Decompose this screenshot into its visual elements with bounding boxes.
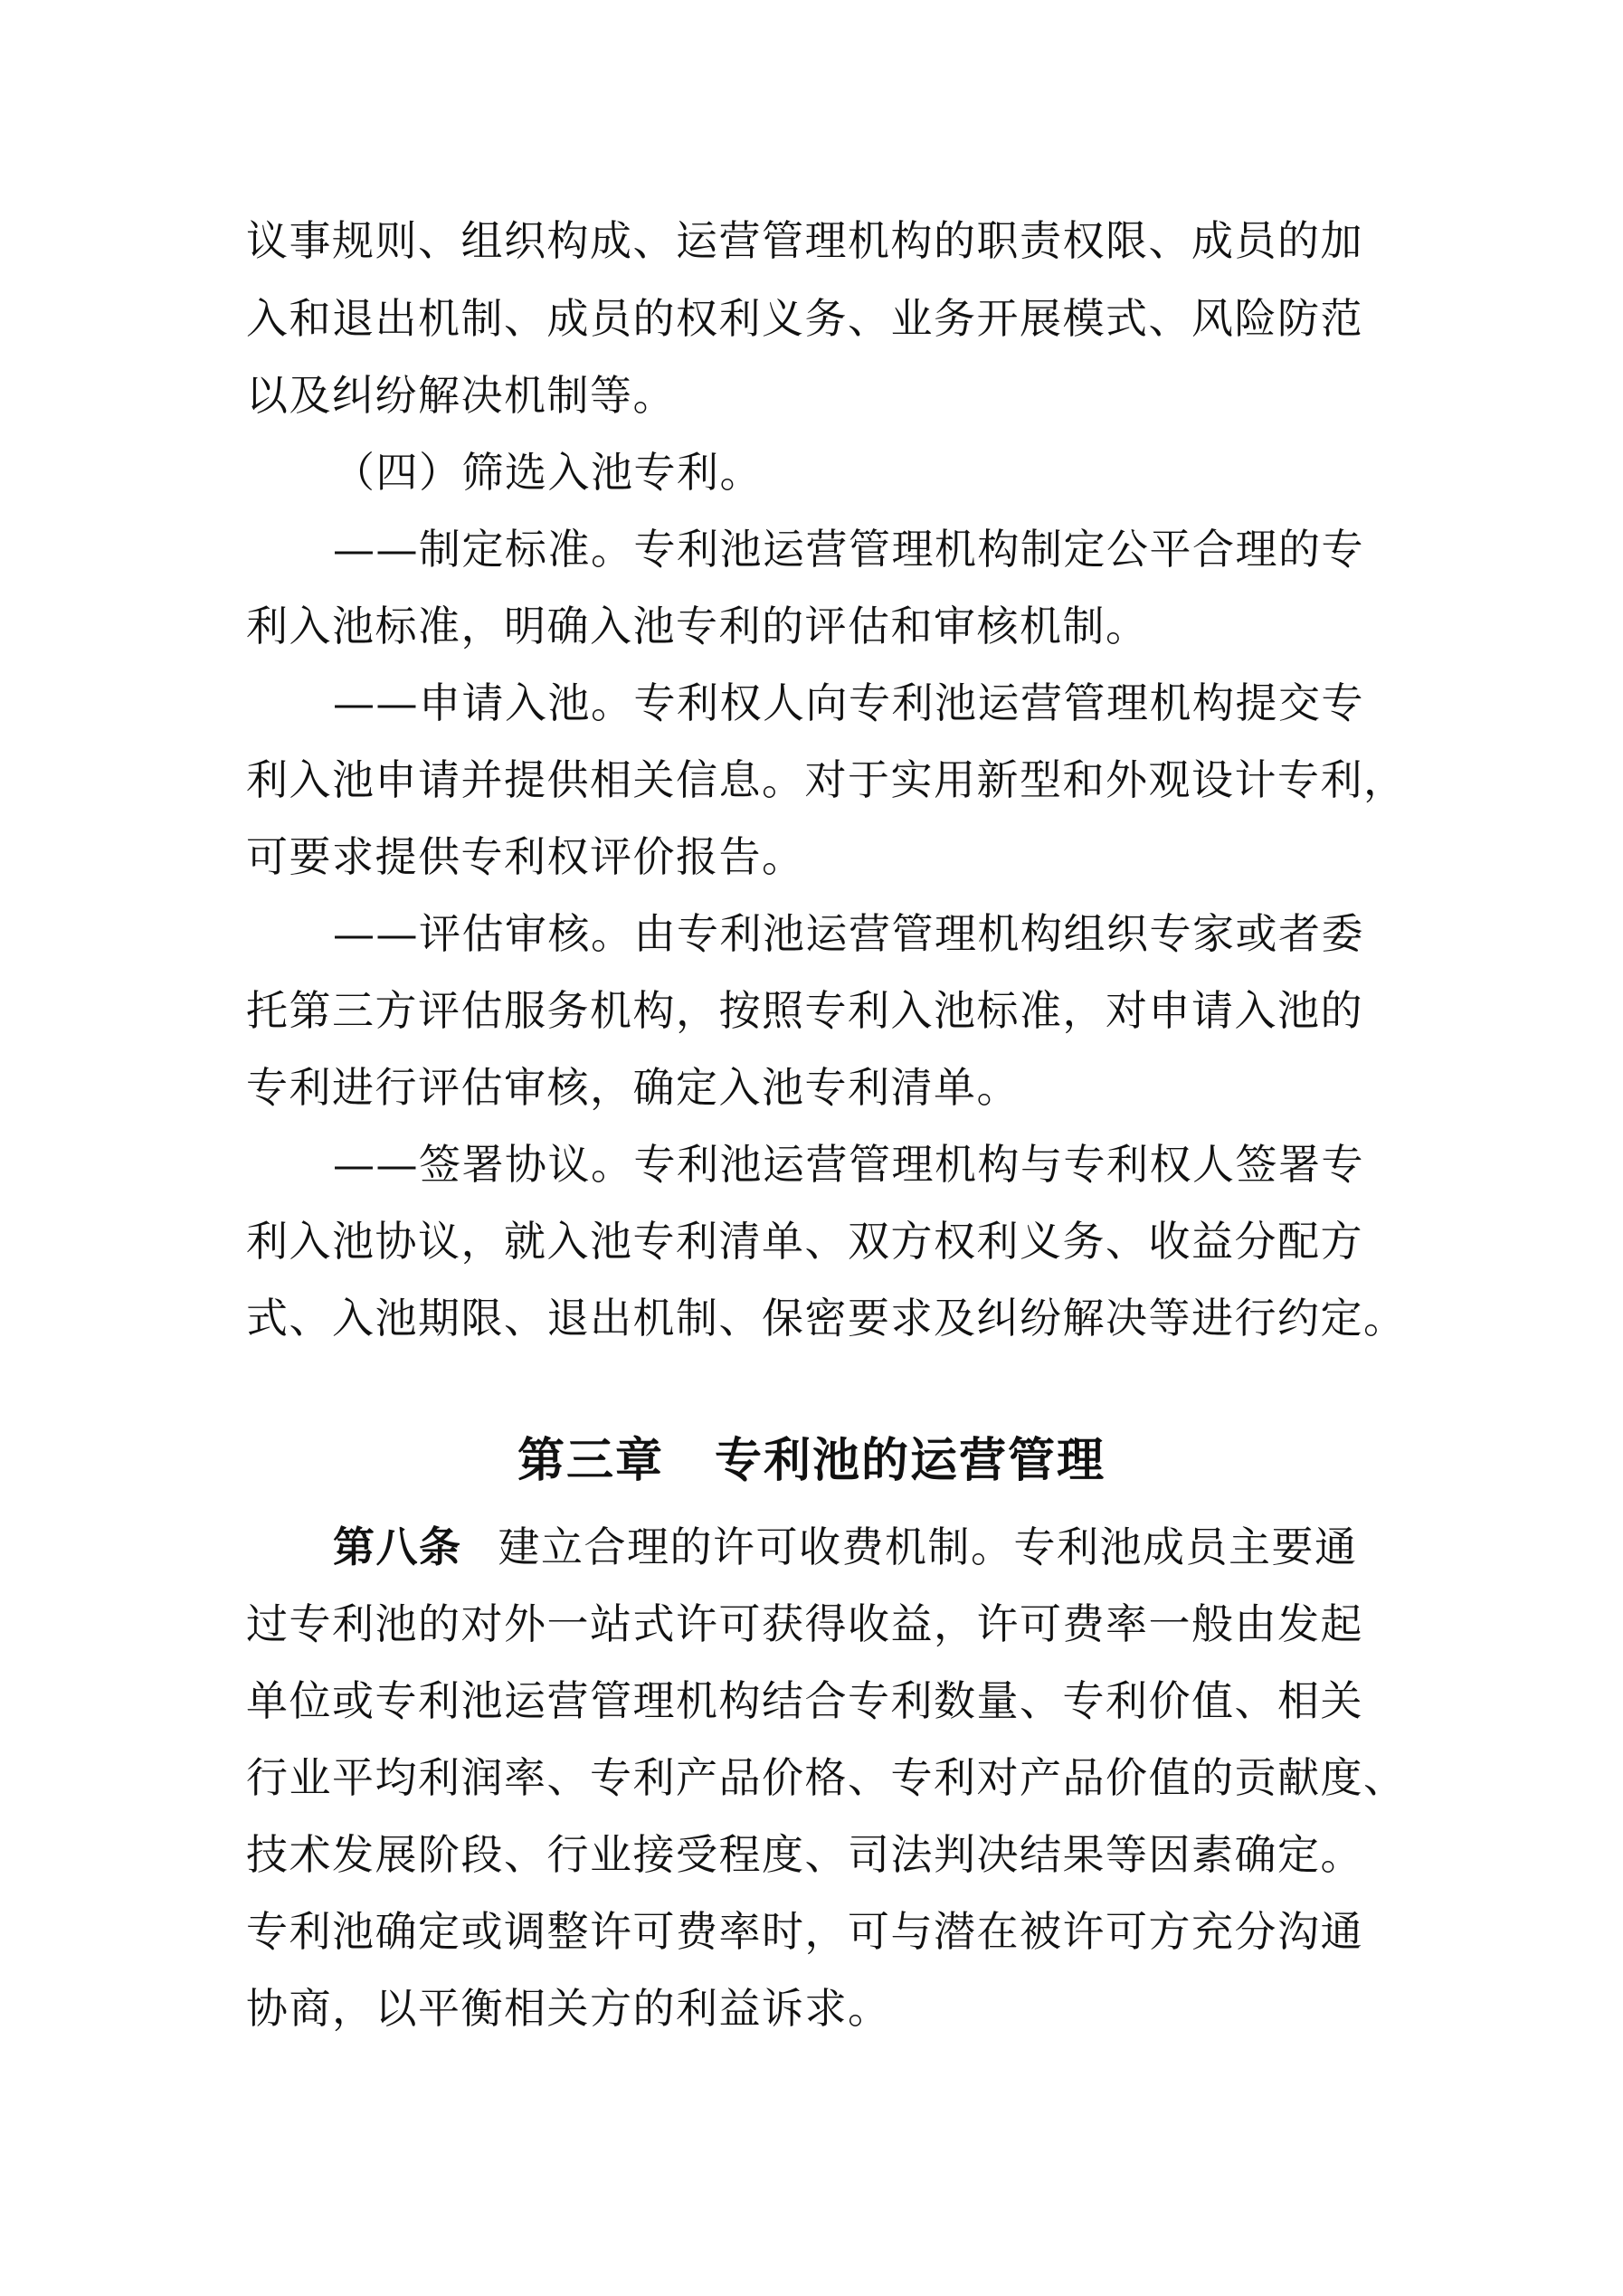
paragraph-line: 专利池确定或调整许可费率时，可与潜在被许可方充分沟通: [246, 1907, 1363, 1956]
paragraph-line: ——制定标准。专利池运营管理机构制定公平合理的专: [333, 525, 1364, 574]
paragraph-line: 技术发展阶段、行业接受程度、司法判决结果等因素确定。: [246, 1830, 1363, 1879]
paragraph-line: ——评估审核。由专利池运营管理机构组织专家或者委: [333, 909, 1364, 958]
chapter-number: 第三章: [517, 1434, 664, 1488]
paragraph-line: 利入池协议，就入池专利清单、双方权利义务、收益分配方: [246, 1217, 1363, 1266]
paragraph-line: 入和退出机制、成员的权利义务、业务开展模式、风险防范: [246, 294, 1363, 343]
article-text: 建立合理的许可收费机制。专利池成员主要通: [498, 1523, 1358, 1571]
paragraph-line: 行业平均利润率、专利产品价格、专利对产品价值的贡献度、: [246, 1753, 1407, 1802]
paragraph-line: ——签署协议。专利池运营管理机构与专利权人签署专: [333, 1140, 1364, 1189]
chapter-title: 专利池的运营管理: [715, 1434, 1106, 1488]
paragraph-line: 议事规则、组织构成、运营管理机构的职责权限、成员的加: [246, 216, 1363, 265]
article-first-line: [333, 1520, 1358, 1574]
paragraph-line: 单位或专利池运营管理机构结合专利数量、专利价值、相关: [246, 1676, 1363, 1725]
paragraph-line: 托第三方评估服务机构，按照专利入池标准，对申请入池的: [246, 986, 1363, 1035]
paragraph-line: 专利进行评估审核，确定入池专利清单。: [246, 1063, 1020, 1112]
paragraph-line: 过专利池的对外一站式许可获得收益，许可费率一般由发起: [246, 1599, 1363, 1648]
chapter-heading: [0, 1429, 1623, 1493]
paragraph-line: 利入池标准，明确入池专利的评估和审核机制。: [246, 602, 1149, 650]
paragraph-line: 协商，以平衡相关方的利益诉求。: [246, 1984, 891, 2033]
paragraph-line: 式、入池期限、退出机制、保密要求及纠纷解决等进行约定。: [246, 1294, 1407, 1342]
section-heading: （四）筛选入池专利。: [333, 448, 763, 497]
paragraph-line: 可要求提供专利权评价报告。: [246, 832, 805, 881]
paragraph-line: 利入池申请并提供相关信息。对于实用新型和外观设计专利，: [246, 755, 1407, 804]
paragraph-line: 以及纠纷解决机制等。: [246, 371, 676, 420]
paragraph-line: ——申请入池。专利权人向专利池运营管理机构提交专: [333, 678, 1364, 727]
article-label: 第八条: [333, 1523, 462, 1571]
